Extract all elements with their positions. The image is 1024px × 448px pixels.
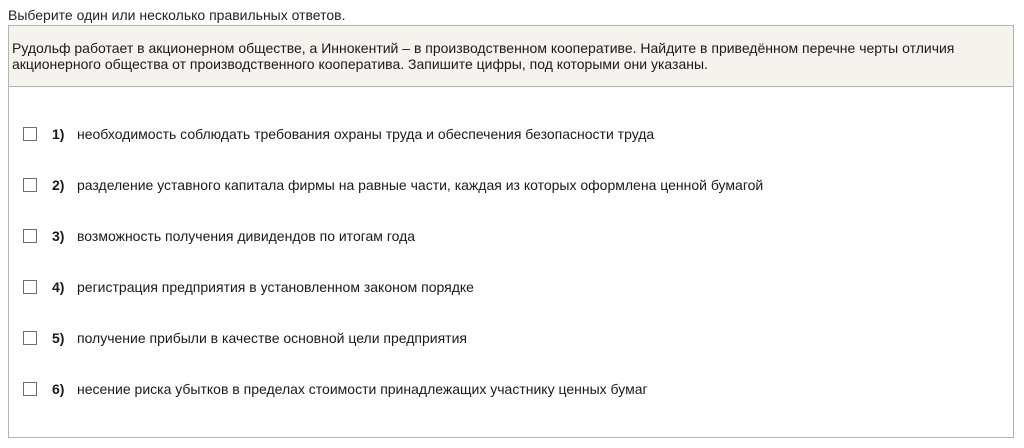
option-6[interactable] — [23, 379, 648, 399]
option-2[interactable] — [23, 175, 763, 195]
option-label: получение прибыли в качестве основной цели предприятия — [77, 330, 467, 346]
option-number: 3) — [52, 228, 65, 244]
option-number: 4) — [52, 279, 65, 295]
option-5[interactable] — [23, 328, 467, 348]
option-number: 1) — [52, 126, 65, 142]
option-1[interactable] — [23, 124, 654, 144]
option-4[interactable] — [23, 277, 474, 297]
option-label: необходимость соблюдать требования охраны труда и обеспечения безопасности труда — [77, 126, 655, 142]
option-6-checkbox[interactable] — [23, 382, 37, 396]
option-4-checkbox[interactable] — [23, 280, 37, 294]
option-label: разделение уставного капитала фирмы на равные части, каждая из которых оформлена ценной бумагой — [77, 177, 764, 193]
question-text: Рудольф работает в акционерном обществе, а Иннокентий – в производственном кооперативе. Найдите в приведённом перечне черты отличия акционерного общества от производственного кооператива. Запишите цифры, под которыми они указаны. — [9, 26, 1013, 87]
option-number: 5) — [52, 330, 65, 346]
option-3[interactable] — [23, 226, 415, 246]
question-panel — [8, 25, 1014, 438]
option-number: 6) — [52, 381, 65, 397]
option-label: возможность получения дивидендов по итогам года — [77, 228, 416, 244]
option-label: несение риска убытков в пределах стоимости принадлежащих участнику ценных бумаг — [77, 381, 648, 397]
option-1-checkbox[interactable] — [23, 127, 37, 141]
instruction-text: Выберите один или несколько правильных ответов. — [8, 7, 346, 23]
option-2-checkbox[interactable] — [23, 178, 37, 192]
option-number: 2) — [52, 177, 65, 193]
option-5-checkbox[interactable] — [23, 331, 37, 345]
option-3-checkbox[interactable] — [23, 229, 37, 243]
option-label: регистрация предприятия в установленном законом порядке — [77, 279, 474, 295]
